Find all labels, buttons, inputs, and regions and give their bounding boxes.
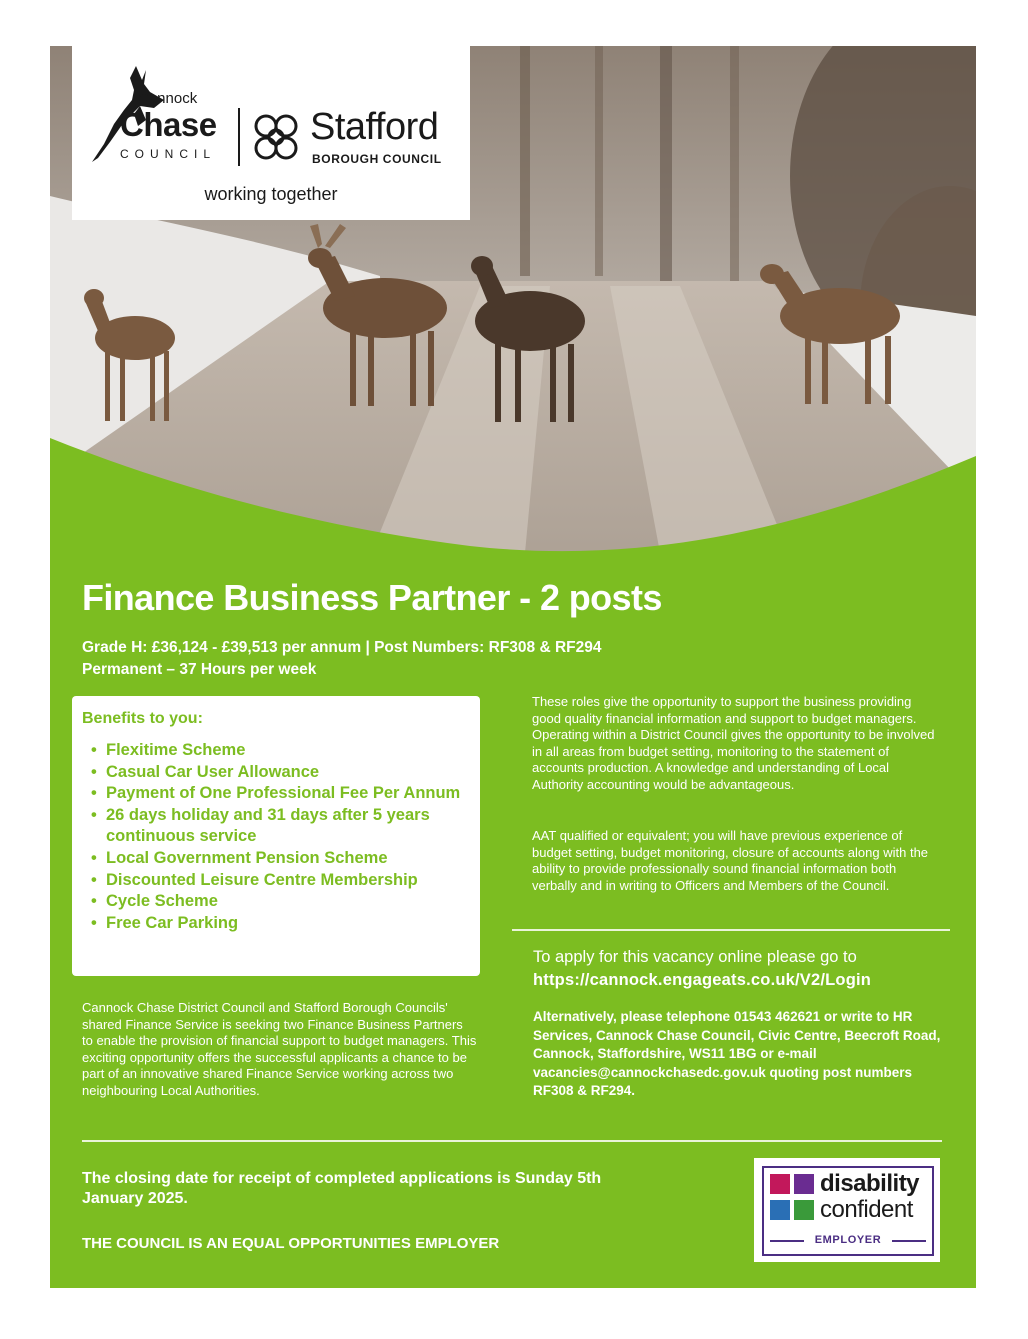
cannock-wordmark-top: Cannock [138, 90, 198, 107]
person-icon [794, 1200, 814, 1220]
people-icon [770, 1174, 790, 1194]
benefit-item: • Discounted Leisure Centre Membership [91, 870, 418, 889]
intro-paragraph: Cannock Chase District Council and Stafford Borough Councils' shared Finance Service is seeking two Finance Business Partners to enable the provision of financial support to budget managers. This exciting opportunity offers the successful applicants a chance to be part of an innovative shared Finance Service working across two neighbouring Local Authorities. [82, 1000, 477, 1098]
logo-divider [238, 108, 240, 166]
council-wordmark: COUNCIL [120, 147, 217, 161]
benefit-item: • Payment of One Professional Fee Per Annum [91, 784, 461, 803]
job-title: Finance Business Partner - 2 posts [82, 577, 662, 618]
disability-confident-badge [754, 1158, 940, 1262]
apply-instruction: To apply for this vacancy online please go to [533, 948, 857, 966]
grade-line: Grade H: £36,124 - £39,513 per annum | Post Numbers: RF308 & RF294 [82, 639, 602, 656]
benefit-item: • Flexitime Scheme [91, 741, 246, 759]
badge-employer-label: EMPLOYER [814, 1234, 882, 1246]
section-divider [512, 929, 950, 931]
footer-divider [82, 1140, 942, 1142]
stafford-knot-icon [248, 108, 304, 166]
requirements-paragraph: AAT qualified or equivalent; you will have previous experience of budget setting, budget monitoring, closure of accounts along with the ability to provide professionally sound financial information both verbally and in writing to Officers and Members of the Council. [532, 828, 929, 893]
lock-icon [770, 1200, 790, 1220]
badge-line-1: disability [820, 1170, 920, 1197]
benefits-heading: Benefits to you: [82, 710, 203, 727]
job-advert-poster [50, 46, 976, 1288]
chart-icon [794, 1174, 814, 1194]
benefits-list [90, 740, 475, 934]
benefit-item: • Casual Car User Allowance [91, 762, 320, 781]
borough-council-wordmark: BOROUGH COUNCIL [312, 152, 442, 166]
hours-line: Permanent – 37 Hours per week [82, 661, 317, 678]
role-description: These roles give the opportunity to support the business providing good quality financial information and support to budget managers. Operating within a District Council gives the opportunity to be involved in all areas from budget setting, monitoring to the statement of accounts production. A knowledge and understanding of Local Authority accounting would be advantageous. [532, 694, 935, 792]
benefit-item: • Local Government Pension Scheme [91, 848, 388, 867]
chase-wordmark: Chase [120, 106, 217, 143]
benefit-item: • Cycle Scheme [91, 892, 218, 911]
benefit-item: • Free Car Parking [91, 913, 239, 932]
equal-opportunities: THE COUNCIL IS AN EQUAL OPPORTUNITIES EMPLOYER [82, 1235, 500, 1252]
alternative-contact: Alternatively, please telephone 01543 462621 or write to HR Services, Cannock Chase Council, Civic Centre, Beecroft Road, Cannock, Staffordshire, WS11 1BG or e-mail vacancies@cannockchasedc.gov.uk quoting post numbers RF308 & RF294. [533, 1009, 941, 1098]
badge-line-2: confident [820, 1196, 913, 1223]
closing-date: The closing date for receipt of completed applications is Sunday 5th January 2025. [82, 1170, 602, 1207]
apply-url-link[interactable]: https://cannock.engageats.co.uk/V2/Login [533, 971, 872, 989]
tagline: working together [204, 184, 338, 204]
stafford-wordmark: Stafford [310, 106, 439, 148]
benefits-box [72, 696, 480, 976]
benefit-item: • 26 days holiday and 31 days after 5 years continuous service [91, 805, 430, 846]
council-logos [72, 46, 470, 220]
